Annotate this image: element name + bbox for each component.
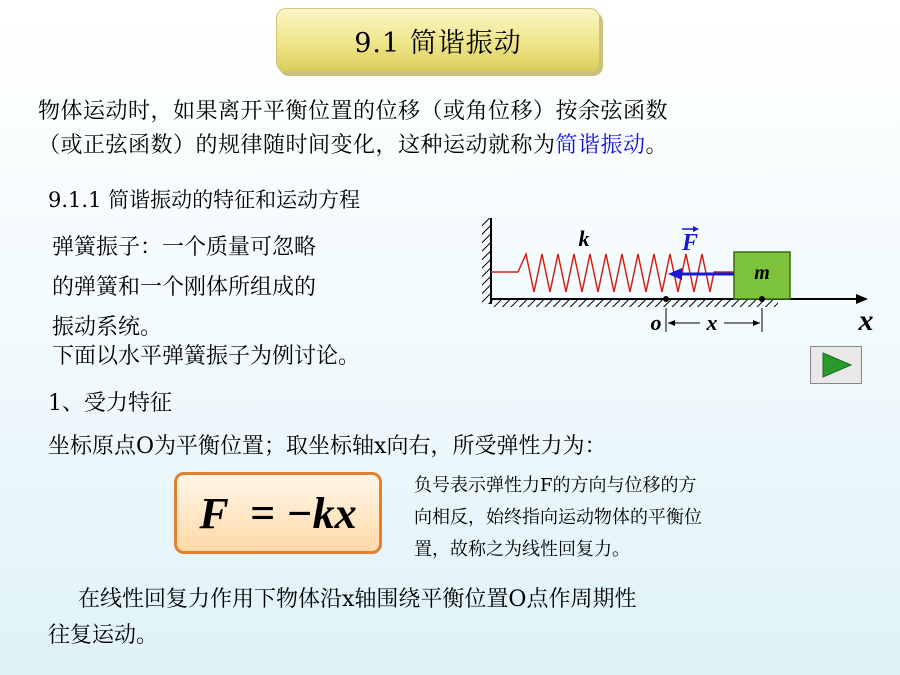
- intro-paragraph: [38, 95, 668, 163]
- mass-label: m: [754, 262, 770, 284]
- formula-text: F = −kx: [199, 488, 357, 538]
- example-text: 下面以水平弹簧振子为例讨论。: [52, 344, 361, 369]
- axis-label: x: [858, 304, 874, 337]
- axis-arrow-head: [856, 294, 868, 304]
- force-label: F: [681, 230, 699, 256]
- origin-point: [663, 296, 669, 302]
- oscillator-definition: [52, 228, 316, 348]
- note-line-3: 置，故称之为线性回复力。: [414, 539, 630, 560]
- oscillator-line-1: 弹簧振子：一个质量可忽略: [52, 235, 317, 260]
- play-button[interactable]: [810, 346, 862, 384]
- conclusion-paragraph: [48, 582, 636, 654]
- floor-hatch: [491, 299, 778, 307]
- play-icon: [819, 351, 853, 379]
- wall-hatch: [482, 218, 490, 304]
- coordinate-statement: 坐标原点O为平衡位置；取坐标轴x向右，所受弹性力为：: [48, 434, 607, 459]
- formula-note: [414, 470, 702, 566]
- force-formula: [174, 472, 382, 554]
- origin-label: o: [650, 310, 662, 335]
- displacement-label: x: [706, 310, 718, 335]
- slide-title: [276, 8, 600, 72]
- displacement-arrow-left: [668, 320, 675, 326]
- conclusion-line-1: 在线性回复力作用下物体沿x轴围绕平衡位置O点作周期性: [78, 587, 637, 612]
- term-highlight: 简谐振动: [555, 133, 646, 158]
- note-line-1: 负号表示弹性力F的方向与位移的方: [414, 475, 697, 496]
- oscillator-line-3: 振动系统。: [52, 315, 163, 340]
- displacement-arrow-right: [753, 320, 760, 326]
- subsection-heading: 9.1.1 简谐振动的特征和运动方程: [48, 188, 361, 212]
- intro-line-2-before: （或正弦函数）的规律随时间变化，这种运动就称为: [38, 133, 556, 158]
- spring-oscillator-diagram: [478, 212, 878, 337]
- intro-line-1: 物体运动时，如果离开平衡位置的位移（或角位移）按余弦函数: [38, 99, 669, 124]
- mass-point: [759, 296, 765, 302]
- slide-title-text: 9.1 简谐振动: [354, 27, 522, 59]
- spring-constant-label: k: [578, 226, 590, 251]
- conclusion-line-2: 往复运动。: [48, 623, 159, 648]
- intro-line-2-after: 。: [645, 133, 669, 158]
- oscillator-line-2: 的弹簧和一个刚体所组成的: [52, 275, 317, 300]
- intro-line-2: [38, 129, 668, 163]
- note-line-2: 向相反，始终指向运动物体的平衡位: [414, 507, 702, 528]
- section-heading-force: 1、受力特征: [48, 391, 172, 416]
